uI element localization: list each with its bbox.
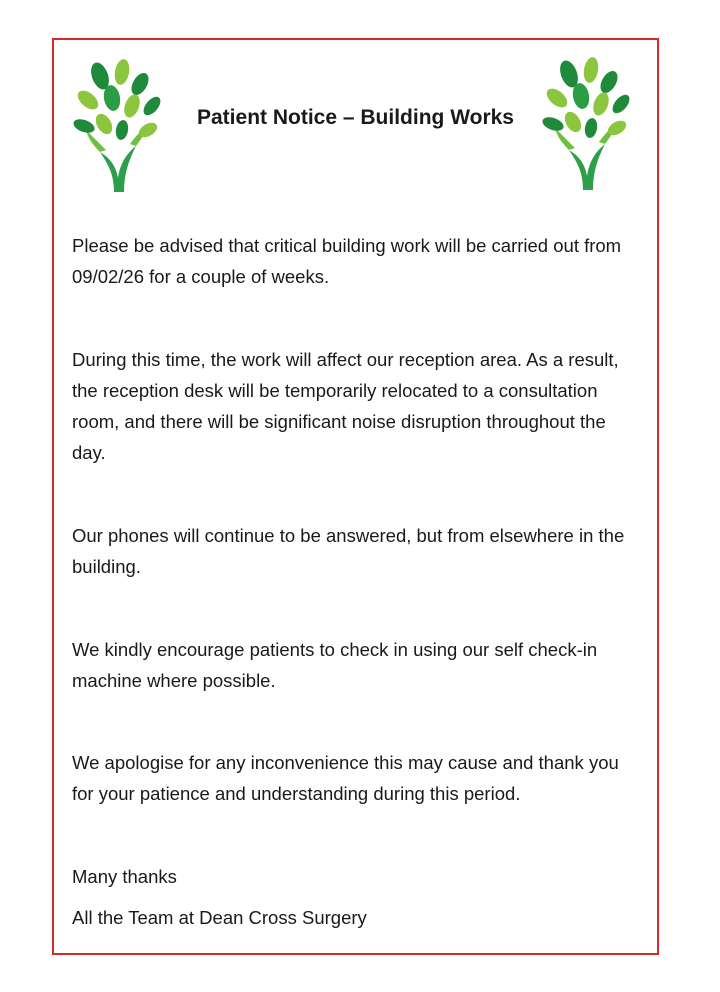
notice-title — [54, 106, 657, 130]
paragraph-reception-impact: During this time, the work will affect our reception area. As a result, the reception desk will be temporarily relocated to a consultation room, and there will be significant noise disruption throughout the day. — [72, 349, 619, 463]
notice-frame — [52, 38, 659, 955]
paragraph-apology: We apologise for any inconvenience this may cause and thank you for your patience and understanding during this period. — [72, 752, 619, 804]
signature-text: All the Team at Dean Cross Surgery — [72, 907, 367, 928]
paragraph-self-check-in: We kindly encourage patients to check in using our self check-in machine where possible. — [72, 639, 598, 691]
paragraph-building-work: Please be advised that critical building work will be carried out from 09/02/26 for a couple of weeks. — [72, 235, 622, 287]
paragraph-phones: Our phones will continue to be answered, but from elsewhere in the building. — [72, 525, 625, 577]
closing-text: Many thanks — [72, 866, 177, 887]
notice-title-text: Patient Notice – Building Works — [197, 106, 514, 129]
